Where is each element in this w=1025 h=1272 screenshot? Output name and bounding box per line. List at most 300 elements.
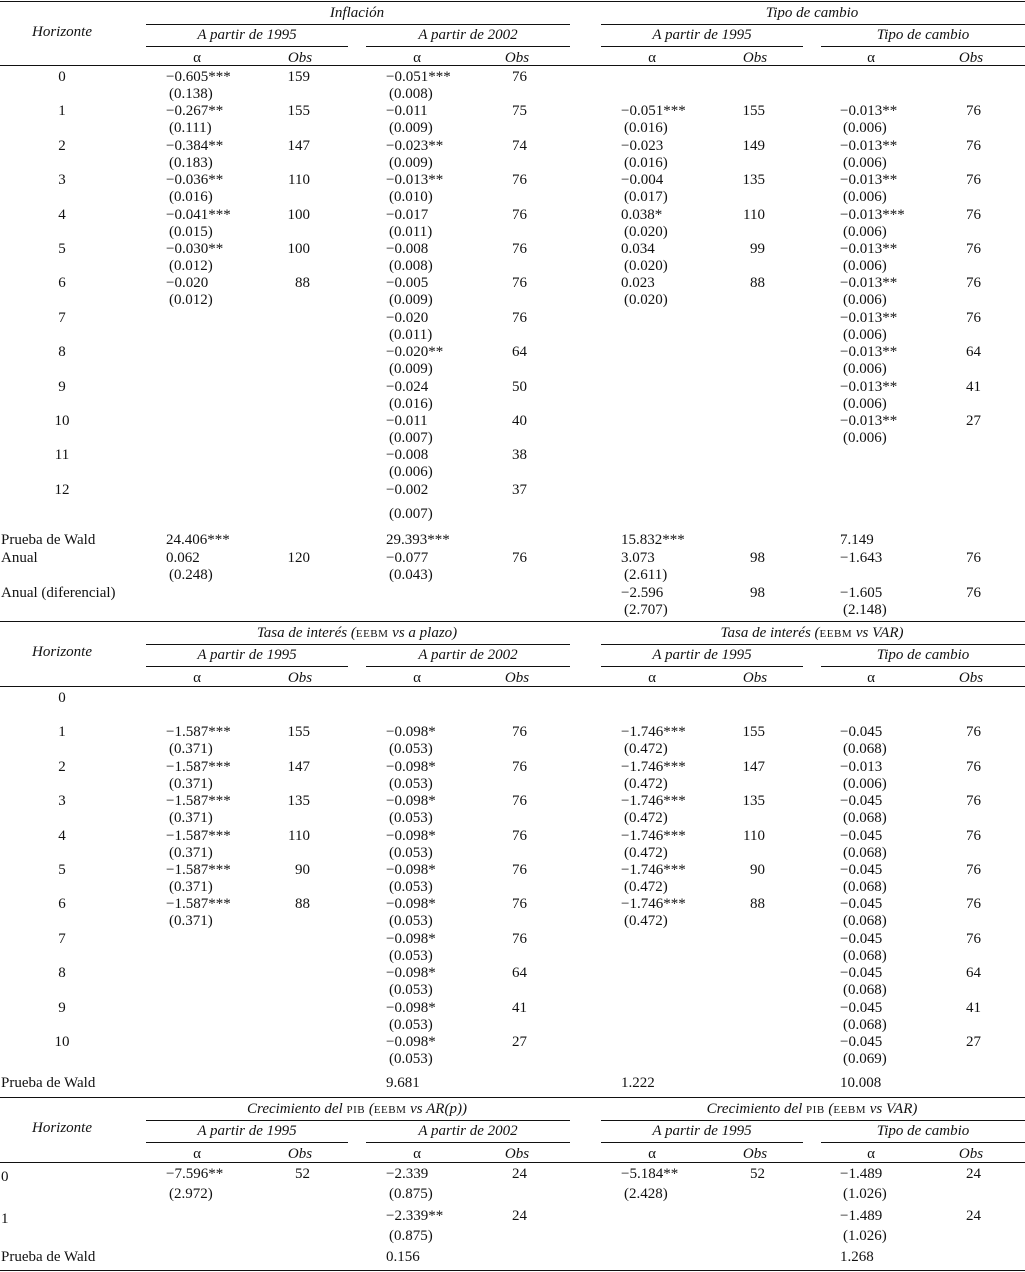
title-part: a plazo (408, 625, 453, 641)
alpha-estimate: −1.587*** (166, 896, 231, 912)
obs-count: 41 (966, 378, 981, 395)
obs-count: 24 (966, 1208, 981, 1224)
title-part: PIB (346, 1104, 366, 1116)
std-error: (0.371) (169, 845, 213, 861)
title-part: AR(p) (426, 1101, 462, 1117)
alpha-estimate: 9.681 (386, 1075, 420, 1091)
obs-count: 76 (966, 206, 981, 223)
std-error: (0.068) (843, 879, 887, 895)
rule-line (601, 1120, 1025, 1121)
title-part: ) (898, 625, 904, 641)
alpha-estimate: −0.077 (386, 550, 429, 566)
std-error: (0.009) (389, 361, 433, 378)
obs-header: Obs (958, 1146, 984, 1162)
std-error: (0.006) (843, 189, 887, 206)
alpha-estimate: 0.034 (621, 241, 655, 257)
alpha-estimate: −1.587*** (166, 724, 231, 740)
std-error: (0.012) (169, 258, 213, 274)
rule-line (0, 1097, 1025, 1098)
alpha-estimate: −1.746*** (621, 896, 686, 912)
std-error: (0.069) (843, 1051, 887, 1067)
title-part: ) (912, 1101, 918, 1117)
std-error: (2.148) (843, 602, 887, 618)
horizon-label: 3 (58, 172, 66, 189)
std-error: (1.026) (843, 1228, 887, 1244)
row-label-header: Horizonte (32, 644, 92, 660)
std-error: (0.111) (169, 120, 212, 137)
obs-count: 76 (966, 137, 981, 154)
rule-line (146, 1120, 570, 1121)
obs-header: Obs (287, 670, 313, 686)
std-error: (0.016) (389, 395, 433, 412)
horizon-label: 11 (54, 447, 70, 464)
obs-count: 135 (742, 172, 765, 189)
alpha-estimate: 0.156 (386, 1249, 420, 1265)
rule-line (601, 46, 803, 47)
horizon-label: 1 (1, 1211, 9, 1227)
group-title (247, 1101, 467, 1119)
horizon-label: 7 (58, 309, 66, 326)
obs-count: 88 (750, 275, 765, 292)
alpha-header: α (413, 670, 421, 686)
std-error: (0.248) (169, 567, 213, 583)
alpha-estimate: −0.098* (386, 862, 436, 878)
alpha-estimate: −1.587*** (166, 828, 231, 844)
obs-count: 135 (287, 793, 310, 809)
subgroup-title: A partir de 1995 (652, 1123, 752, 1139)
std-error: (0.371) (169, 810, 213, 826)
subgroup-title: A partir de 1995 (197, 1123, 297, 1139)
std-error: (0.006) (843, 361, 887, 378)
obs-count: 40 (512, 413, 527, 429)
horizon-label: 6 (58, 896, 66, 912)
alpha-estimate: −0.013** (840, 103, 898, 120)
title-part: Tasa de interés ( (720, 625, 820, 641)
std-error: (0.053) (389, 913, 433, 929)
std-error: (0.006) (843, 223, 887, 240)
std-error: (0.053) (389, 741, 433, 757)
horizon-label: 9 (58, 378, 66, 395)
alpha-estimate: −0.004 (621, 172, 664, 189)
obs-header: Obs (504, 670, 530, 686)
std-error: (0.007) (389, 430, 433, 446)
alpha-estimate: −0.098* (386, 896, 436, 912)
obs-count: 98 (750, 585, 765, 601)
alpha-estimate: 29.393*** (386, 532, 450, 548)
rule-line (366, 666, 570, 667)
std-error: (0.371) (169, 913, 213, 929)
std-error: (0.011) (389, 326, 433, 343)
obs-count: 76 (966, 172, 981, 189)
obs-count: 110 (288, 828, 310, 844)
title-part: ) (452, 625, 458, 641)
alpha-estimate: −0.045 (840, 862, 883, 878)
obs-count: 76 (966, 931, 981, 947)
alpha-estimate: 7.149 (840, 532, 874, 548)
obs-count: 76 (512, 759, 527, 775)
alpha-estimate: −0.013** (840, 413, 898, 429)
alpha-header: α (867, 50, 875, 66)
title-part: ( (365, 1101, 374, 1117)
rule-line (146, 24, 570, 25)
alpha-estimate: −0.017 (386, 206, 429, 223)
obs-count: 88 (750, 896, 765, 912)
obs-count: 76 (512, 931, 527, 947)
std-error: (0.053) (389, 1051, 433, 1067)
obs-count: 64 (966, 965, 981, 981)
obs-header: Obs (742, 50, 768, 66)
group-title (721, 625, 904, 643)
horizon-label: 2 (58, 137, 66, 154)
std-error: (0.006) (843, 395, 887, 412)
obs-count: 76 (966, 585, 981, 601)
group-title (707, 1101, 918, 1119)
obs-count: 155 (287, 724, 310, 740)
alpha-estimate: −0.013** (840, 275, 898, 292)
obs-count: 110 (743, 828, 765, 844)
rule-line (821, 666, 1025, 667)
alpha-estimate: −1.746*** (621, 828, 686, 844)
alpha-estimate: −0.013** (840, 378, 898, 395)
horizon-label: 0 (58, 690, 66, 706)
alpha-estimate: −0.005 (386, 275, 429, 292)
obs-count: 76 (512, 241, 527, 257)
alpha-estimate: −0.045 (840, 1000, 883, 1016)
obs-count: 64 (966, 344, 981, 361)
std-error: (0.068) (843, 741, 887, 757)
alpha-estimate: −0.098* (386, 965, 436, 981)
row-label-header: Horizonte (32, 24, 92, 40)
alpha-estimate: −0.045 (840, 793, 883, 809)
alpha-estimate: −2.596 (621, 585, 664, 601)
std-error: (2.972) (169, 1186, 213, 1202)
footer-label: Prueba de Wald (1, 1075, 96, 1091)
obs-count: 52 (750, 1166, 765, 1182)
alpha-estimate: −0.267** (166, 103, 224, 120)
std-error: (0.371) (169, 879, 213, 895)
footer-label: Anual (1, 550, 38, 566)
std-error: (0.472) (624, 913, 668, 929)
alpha-estimate: −0.045 (840, 828, 883, 844)
subgroup-title: A partir de 2002 (418, 27, 518, 43)
alpha-estimate: 24.406*** (166, 532, 230, 548)
obs-count: 76 (966, 241, 981, 257)
obs-count: 76 (512, 793, 527, 809)
alpha-estimate: −0.045 (840, 965, 883, 981)
std-error: (0.016) (624, 120, 668, 137)
alpha-estimate: −0.013** (840, 309, 898, 326)
alpha-estimate: 10.008 (840, 1075, 882, 1091)
std-error: (0.053) (389, 810, 433, 826)
horizon-label: 4 (58, 828, 66, 844)
alpha-header: α (648, 1146, 656, 1162)
alpha-estimate: −0.045 (840, 896, 883, 912)
alpha-estimate: −0.013*** (840, 206, 905, 223)
obs-count: 147 (287, 759, 310, 775)
obs-count: 75 (512, 103, 527, 120)
std-error: (0.017) (624, 189, 668, 206)
subgroup-title: Tipo de cambio (876, 1123, 970, 1139)
footer-label: Anual (diferencial) (1, 585, 116, 601)
alpha-header: α (648, 50, 656, 66)
obs-count: 76 (966, 550, 981, 566)
obs-count: 76 (966, 862, 981, 878)
title-part: vs (406, 1101, 427, 1117)
alpha-estimate: −1.587*** (166, 759, 231, 775)
obs-count: 147 (742, 759, 765, 775)
alpha-estimate: −7.596** (166, 1166, 224, 1182)
obs-count: 76 (966, 309, 981, 326)
std-error: (0.068) (843, 810, 887, 826)
std-error: (0.472) (624, 845, 668, 861)
alpha-estimate: −2.339 (386, 1166, 429, 1182)
obs-count: 76 (966, 759, 981, 775)
std-error: (0.015) (169, 223, 213, 240)
alpha-estimate: −1.587*** (166, 862, 231, 878)
group-title: Inflación (329, 5, 385, 21)
obs-count: 24 (512, 1208, 527, 1224)
alpha-estimate: −0.008 (386, 447, 429, 464)
title-part: vs (865, 1101, 886, 1117)
title-part: EEBM (833, 1104, 866, 1116)
alpha-header: α (867, 670, 875, 686)
alpha-header: α (867, 1146, 875, 1162)
alpha-estimate: −0.036** (166, 172, 224, 189)
std-error: (0.875) (389, 1186, 433, 1202)
std-error: (0.012) (169, 292, 213, 309)
title-part: ( (824, 1101, 834, 1117)
subgroup-title: A partir de 1995 (652, 27, 752, 43)
std-error: (0.875) (389, 1228, 433, 1244)
alpha-estimate: −1.489 (840, 1166, 883, 1182)
std-error: (0.053) (389, 1017, 433, 1033)
std-error: (2.707) (624, 602, 668, 618)
horizon-label: 12 (54, 481, 70, 498)
rule-line (601, 1142, 803, 1143)
alpha-estimate: −0.023 (621, 137, 664, 154)
std-error: (0.053) (389, 982, 433, 998)
alpha-estimate: −0.098* (386, 759, 436, 775)
std-error: (2.428) (624, 1186, 668, 1202)
rule-line (0, 1162, 1025, 1163)
obs-header: Obs (504, 1146, 530, 1162)
rule-line (0, 65, 1025, 66)
title-part: vs (388, 625, 409, 641)
horizon-label: 1 (58, 103, 66, 120)
obs-count: 90 (295, 862, 310, 878)
alpha-estimate: −0.020 (386, 309, 429, 326)
alpha-estimate: −1.746*** (621, 724, 686, 740)
rule-line (0, 621, 1025, 622)
alpha-estimate: 1.222 (621, 1075, 655, 1091)
std-error: (0.008) (389, 258, 433, 274)
std-error: (0.016) (624, 154, 668, 171)
alpha-estimate: 3.073 (621, 550, 655, 566)
subgroup-title: A partir de 1995 (197, 647, 297, 663)
rule-line (601, 666, 803, 667)
alpha-estimate: −0.051*** (621, 103, 686, 120)
alpha-estimate: −0.011 (386, 413, 428, 429)
std-error: (0.009) (389, 292, 433, 309)
std-error: (0.472) (624, 810, 668, 826)
rule-line (366, 1142, 570, 1143)
horizon-label: 8 (58, 965, 66, 981)
obs-count: 52 (295, 1166, 310, 1182)
rule-line (146, 666, 348, 667)
std-error: (0.068) (843, 1017, 887, 1033)
std-error: (0.006) (843, 258, 887, 274)
std-error: (0.068) (843, 913, 887, 929)
alpha-estimate: −0.013 (840, 759, 883, 775)
obs-count: 27 (512, 1034, 527, 1050)
std-error: (0.006) (843, 120, 887, 137)
obs-count: 159 (287, 69, 310, 85)
title-part: PIB (806, 1104, 825, 1116)
horizon-label: 3 (58, 793, 66, 809)
obs-count: 74 (512, 137, 527, 154)
obs-count: 64 (512, 965, 527, 981)
alpha-estimate: −0.045 (840, 724, 883, 740)
std-error: (0.006) (843, 326, 887, 343)
std-error: (0.020) (624, 223, 668, 240)
alpha-estimate: −0.008 (386, 241, 429, 257)
obs-count: 76 (512, 724, 527, 740)
horizon-label: 10 (54, 1034, 70, 1050)
obs-count: 24 (966, 1166, 981, 1182)
obs-count: 149 (742, 137, 765, 154)
rule-line (146, 1142, 348, 1143)
row-label-header: Horizonte (32, 1120, 92, 1136)
std-error: (0.371) (169, 741, 213, 757)
rule-line (146, 644, 570, 645)
rule-line (0, 686, 1025, 687)
obs-count: 64 (512, 344, 527, 361)
std-error: (0.008) (389, 86, 433, 102)
title-part: ) (461, 1101, 467, 1117)
obs-count: 76 (512, 275, 527, 292)
alpha-estimate: 0.038* (621, 206, 663, 223)
obs-count: 38 (512, 447, 527, 464)
horizon-label: 6 (58, 275, 66, 292)
alpha-estimate: −0.030** (166, 241, 224, 257)
obs-count: 76 (966, 828, 981, 844)
rule-line (0, 1270, 1025, 1271)
obs-count: 88 (295, 896, 310, 912)
obs-count: 27 (966, 1034, 981, 1050)
std-error: (0.068) (843, 948, 887, 964)
obs-count: 41 (966, 1000, 981, 1016)
footer-label: Prueba de Wald (1, 532, 96, 548)
obs-header: Obs (958, 670, 984, 686)
std-error: (0.011) (389, 223, 433, 240)
obs-count: 76 (512, 862, 527, 878)
title-part: vs (852, 625, 873, 641)
alpha-header: α (193, 1146, 201, 1162)
horizon-label: 8 (58, 344, 66, 361)
alpha-estimate: −0.013** (386, 172, 444, 189)
obs-count: 100 (287, 241, 310, 257)
alpha-estimate: −0.011 (386, 103, 428, 120)
title-part: EEBM (355, 628, 389, 640)
std-error: (0.016) (169, 189, 213, 206)
obs-header: Obs (504, 50, 530, 66)
obs-count: 76 (512, 206, 527, 223)
obs-count: 41 (512, 1000, 527, 1016)
alpha-estimate: −1.587*** (166, 793, 231, 809)
rule-line (601, 24, 1025, 25)
horizon-label: 5 (58, 862, 66, 878)
obs-header: Obs (742, 1146, 768, 1162)
alpha-estimate: −0.023** (386, 137, 444, 154)
obs-count: 147 (287, 137, 310, 154)
std-error: (0.009) (389, 120, 433, 137)
title-part: EEBM (373, 1104, 407, 1116)
alpha-estimate: −0.024 (386, 378, 429, 395)
std-error: (0.053) (389, 879, 433, 895)
std-error: (0.138) (169, 86, 213, 102)
obs-count: 99 (750, 241, 765, 257)
obs-count: 76 (512, 828, 527, 844)
alpha-estimate: −0.098* (386, 931, 436, 947)
rule-line (821, 46, 1025, 47)
alpha-estimate: −0.013** (840, 241, 898, 257)
alpha-estimate: −0.098* (386, 1000, 436, 1016)
alpha-estimate: −0.051*** (386, 69, 451, 85)
horizon-label: 1 (58, 724, 66, 740)
alpha-estimate: −0.098* (386, 828, 436, 844)
alpha-estimate: −0.098* (386, 724, 436, 740)
horizon-label: 0 (58, 69, 66, 85)
std-error: (0.053) (389, 776, 433, 792)
obs-count: 76 (512, 69, 527, 85)
obs-count: 100 (287, 206, 310, 223)
group-title: Tipo de cambio (765, 5, 859, 21)
obs-count: 120 (287, 550, 310, 566)
subgroup-title: Tipo de cambio (876, 27, 970, 43)
obs-count: 110 (743, 206, 765, 223)
subgroup-title: Tipo de cambio (876, 647, 970, 663)
rule-line (0, 1, 1025, 2)
alpha-estimate: 0.062 (166, 550, 200, 566)
obs-count: 110 (288, 172, 310, 189)
title-part: VAR (872, 625, 899, 641)
alpha-estimate: −0.605*** (166, 69, 231, 85)
std-error: (0.010) (389, 189, 433, 206)
horizon-label: 10 (54, 413, 70, 429)
obs-count: 76 (966, 103, 981, 120)
std-error: (0.007) (389, 505, 433, 522)
std-error: (0.006) (843, 292, 887, 309)
title-part: Crecimiento del (247, 1101, 347, 1117)
std-error: (0.068) (843, 845, 887, 861)
obs-count: 76 (966, 793, 981, 809)
alpha-header: α (193, 50, 201, 66)
std-error: (0.006) (843, 154, 887, 171)
alpha-estimate: 1.268 (840, 1249, 874, 1265)
rule-line (366, 46, 570, 47)
footer-label: Prueba de Wald (1, 1249, 96, 1265)
obs-header: Obs (958, 50, 984, 66)
alpha-estimate: −0.045 (840, 931, 883, 947)
alpha-estimate: −0.013** (840, 172, 898, 189)
obs-count: 27 (966, 413, 981, 429)
obs-count: 50 (512, 378, 527, 395)
alpha-estimate: −2.339** (386, 1208, 444, 1224)
rule-line (601, 644, 1025, 645)
alpha-estimate: −0.041*** (166, 206, 231, 223)
alpha-estimate: −0.013** (840, 137, 898, 154)
subgroup-title: A partir de 1995 (197, 27, 297, 43)
